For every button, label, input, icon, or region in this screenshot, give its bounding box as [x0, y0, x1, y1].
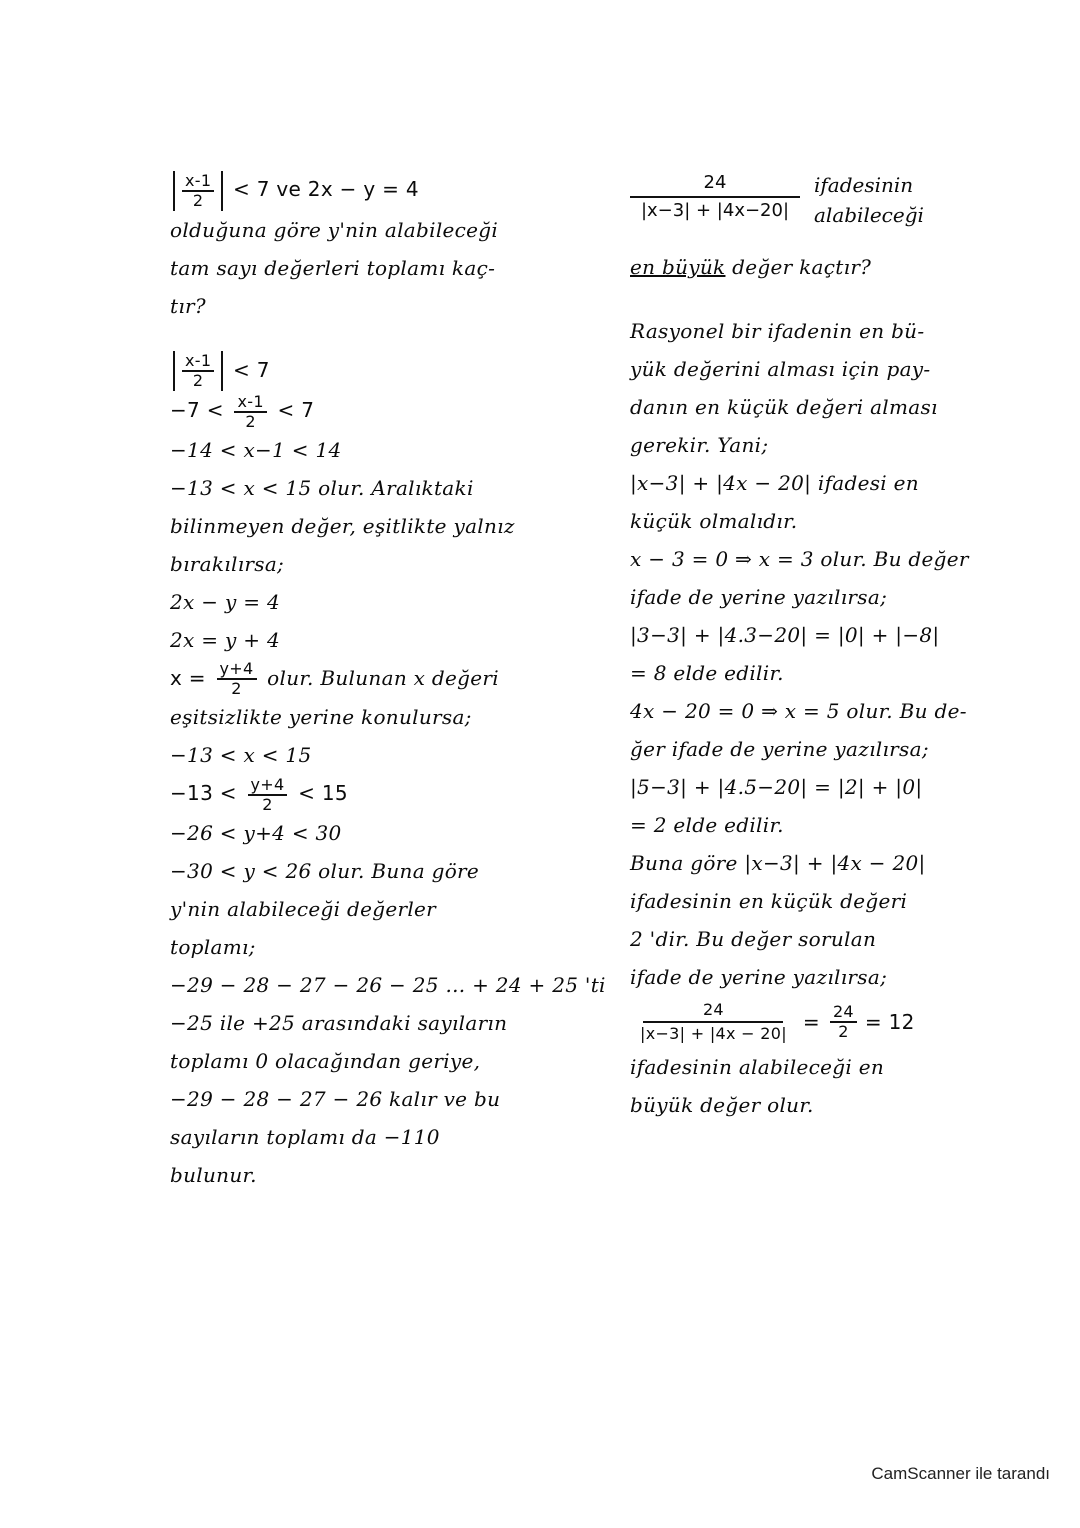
question-text: değer kaçtır? — [732, 255, 872, 279]
solution-line: 2x − y = 4 — [170, 589, 280, 614]
fraction — [830, 1003, 857, 1041]
solution-line: danın en küçük değeri alması — [630, 395, 938, 419]
solution-step — [170, 391, 570, 431]
abs-bar — [173, 351, 175, 391]
solution-line: ğer ifade de yerine yazılırsa; — [630, 737, 929, 761]
fraction-denominator: 2 — [838, 1022, 849, 1041]
solution-line: ifade de yerine yazılırsa; — [630, 585, 888, 609]
question-line: tır? — [170, 293, 206, 318]
solution-line: x − 3 = 0 ⇒ x = 3 olur. Bu değer — [630, 547, 969, 571]
solution-line: 2 'dir. Bu değer sorulan — [630, 927, 877, 951]
fraction-denominator: 2 — [262, 794, 273, 814]
solution-line: −29 − 28 − 27 − 26 kalır ve bu — [170, 1086, 501, 1111]
scanner-watermark: CamScanner ile tarandı — [871, 1464, 1050, 1483]
fraction-numerator: 24 — [830, 1003, 857, 1023]
fraction-denominator: 2 — [192, 190, 204, 210]
solution-line: bilinmeyen değer, eşitlikte yalnız — [170, 513, 515, 538]
step-text: < 15 — [298, 781, 348, 805]
fraction-denominator: 2 — [245, 411, 256, 431]
solution-line: bırakılırsa; — [170, 551, 285, 576]
question-word: alabileceği — [814, 203, 924, 227]
solution-line: toplamı; — [170, 934, 256, 959]
solution-line: toplamı 0 olacağından geriye, — [170, 1048, 481, 1073]
fraction-numerator: y+4 — [248, 776, 288, 796]
step-text: −7 < — [170, 398, 224, 422]
question-line: tam sayı değerleri toplamı kaç- — [170, 255, 496, 280]
solution-step — [170, 659, 570, 699]
solution-line: küçük olmalıdır. — [630, 509, 798, 533]
fraction — [182, 352, 214, 390]
solution-line: −13 < x < 15 — [170, 743, 312, 767]
condition-text: < 7 ve 2x − y = 4 — [233, 177, 419, 201]
solution-line: Buna göre |x−3| + |4x − 20| — [630, 851, 926, 875]
question-condition — [170, 170, 570, 211]
fraction-denominator: 2 — [192, 371, 204, 390]
result-fraction — [630, 999, 797, 1045]
fraction-numerator: y+4 — [217, 660, 257, 680]
solution-line: |3−3| + |4.3−20| = |0| + |−8| — [630, 623, 940, 647]
left-column — [170, 170, 606, 1194]
question-word: ifadesinin — [814, 173, 914, 197]
fraction — [248, 776, 288, 814]
result-equation — [630, 996, 1010, 1048]
solution-line: ifade de yerine yazılırsa; — [630, 965, 888, 989]
solution-line: sayıların toplamı da −110 — [170, 1124, 440, 1149]
step-text: < 7 — [277, 398, 315, 422]
fraction — [234, 393, 266, 431]
step-text: −13 < — [170, 781, 237, 805]
solution-line: ifadesinin en küçük değeri — [630, 889, 908, 913]
fraction-denominator: |x−3| + |4x−20| — [640, 200, 790, 221]
underlined-text: en büyük — [630, 255, 726, 279]
step-text: < 7 — [233, 357, 270, 382]
step-text: x = — [170, 665, 206, 690]
solution-line: −13 < x < 15 olur. Aralıktaki — [170, 475, 474, 500]
solution-line: = 8 elde edilir. — [630, 661, 784, 685]
question-side-text — [814, 170, 924, 230]
solution-line: −26 < y+4 < 30 — [170, 820, 342, 845]
fraction — [217, 660, 257, 698]
solution-line: −29 − 28 − 27 − 26 − 25 ... + 24 + 25 'ti — [170, 972, 606, 997]
fraction — [182, 172, 214, 210]
solution-line: 4x − 20 = 0 ⇒ x = 5 olur. Bu de- — [630, 699, 967, 723]
solution-line: |5−3| + |4.5−20| = |2| + |0| — [630, 775, 923, 799]
abs-bar — [221, 351, 223, 391]
solution-line: bulunur. — [170, 1162, 257, 1187]
abs-fraction — [170, 171, 226, 211]
solution-line: −30 < y < 26 olur. Buna göre — [170, 858, 480, 883]
solution-line: yük değerini alması için pay- — [630, 357, 931, 381]
solution-line: |x−3| + |4x − 20| ifadesi en — [630, 471, 919, 495]
solution-line: y'nin alabileceği değerler — [170, 896, 437, 921]
solution-step — [170, 351, 570, 392]
question-fraction — [630, 170, 800, 224]
fraction-denominator: |x−3| + |4x − 20| — [640, 1024, 787, 1043]
solution-line: gerekir. Yani; — [630, 433, 769, 457]
fraction-numerator: 24 — [630, 170, 800, 198]
fraction-denominator: 2 — [231, 679, 242, 698]
abs-bar — [173, 171, 175, 211]
question-line: olduğuna göre y'nin alabileceği — [170, 217, 499, 242]
right-column — [630, 170, 1010, 1124]
solution-line: büyük değer olur. — [630, 1093, 814, 1117]
spacer — [630, 286, 1010, 312]
solution-line: −14 < x−1 < 14 — [170, 437, 342, 462]
solution-line: eşitsizlikte yerine konulursa; — [170, 705, 472, 729]
fraction-numerator: x-1 — [182, 352, 214, 372]
solution-step — [170, 774, 570, 814]
abs-fraction — [170, 351, 226, 391]
abs-bar — [221, 171, 223, 211]
question-header — [630, 170, 1010, 248]
question-line — [630, 248, 1010, 286]
fraction-numerator: x-1 — [234, 393, 266, 413]
fraction-numerator: x-1 — [182, 172, 214, 192]
solution-line: −25 ile +25 arasındaki sayıların — [170, 1010, 508, 1035]
result-value: = 12 — [864, 1010, 915, 1034]
solution-line: Rasyonel bir ifadenin en bü- — [630, 319, 925, 343]
solution-line: ifadesinin alabileceği en — [630, 1055, 885, 1079]
solution-line: 2x = y + 4 — [170, 627, 280, 652]
step-text: olur. Bulunan x değeri — [267, 665, 499, 690]
fraction-numerator: 24 — [643, 999, 783, 1023]
equals-sign: = — [802, 1010, 820, 1034]
solution-line: = 2 elde edilir. — [630, 813, 784, 837]
spacer — [170, 325, 570, 351]
